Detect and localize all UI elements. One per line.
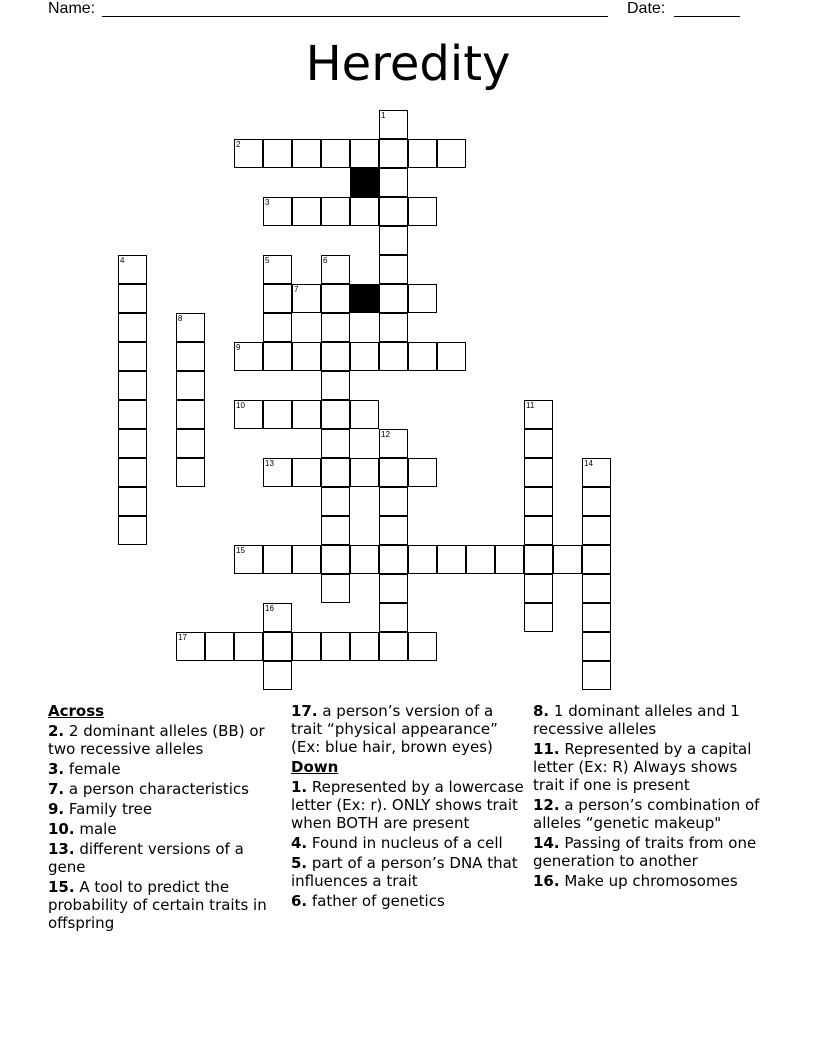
cell-number: 15 xyxy=(236,546,245,555)
crossword-cell[interactable] xyxy=(176,429,205,458)
crossword-cell[interactable] xyxy=(321,487,350,516)
crossword-cell[interactable] xyxy=(350,632,379,661)
crossword-cell[interactable] xyxy=(263,661,292,690)
clue-item xyxy=(48,780,278,798)
clue-text: different versions of a gene xyxy=(48,840,244,876)
crossword-cell[interactable] xyxy=(321,632,350,661)
crossword-cell[interactable] xyxy=(321,371,350,400)
crossword-cell[interactable] xyxy=(408,342,437,371)
name-label: Name: xyxy=(48,0,96,17)
clue-text: Make up chromosomes xyxy=(559,872,738,890)
clue-text: Family tree xyxy=(64,800,153,818)
clue-item xyxy=(291,702,526,756)
crossword-cell[interactable] xyxy=(263,545,292,574)
clue-number: 11. xyxy=(533,740,560,758)
crossword-cell[interactable] xyxy=(292,545,321,574)
crossword-cell[interactable] xyxy=(176,371,205,400)
down-heading: Down xyxy=(291,758,339,776)
crossword-cell[interactable] xyxy=(379,545,408,574)
clue-number: 9. xyxy=(48,800,65,818)
clue-item xyxy=(48,840,278,876)
crossword-cell[interactable] xyxy=(321,342,350,371)
clue-number: 13. xyxy=(48,840,75,858)
crossword-cell[interactable] xyxy=(495,545,524,574)
crossword-cell[interactable] xyxy=(379,458,408,487)
clue-text: female xyxy=(64,760,121,778)
crossword-cell[interactable] xyxy=(321,400,350,429)
cell-number: 12 xyxy=(381,430,390,439)
crossword-cell[interactable] xyxy=(118,429,147,458)
clue-text: Found in nucleus of a cell xyxy=(307,834,503,852)
crossword-cell[interactable] xyxy=(408,139,437,168)
crossword-cell[interactable] xyxy=(321,429,350,458)
crossword-cell[interactable] xyxy=(379,313,408,342)
clue-item xyxy=(48,878,278,932)
across-heading: Across xyxy=(48,702,105,720)
crossword-cell[interactable] xyxy=(379,139,408,168)
crossword-cell[interactable] xyxy=(524,458,553,487)
crossword-block xyxy=(350,284,379,313)
clue-item xyxy=(533,702,768,738)
crossword-cell[interactable] xyxy=(263,400,292,429)
crossword-cell[interactable] xyxy=(321,516,350,545)
cell-number: 8 xyxy=(178,314,183,323)
clue-text: father of genetics xyxy=(307,892,445,910)
crossword-cell[interactable] xyxy=(263,255,292,284)
clue-item xyxy=(48,820,278,838)
clue-number: 16. xyxy=(533,872,560,890)
clue-item xyxy=(48,800,278,818)
clue-item xyxy=(533,834,768,870)
crossword-cell[interactable] xyxy=(292,342,321,371)
crossword-cell[interactable] xyxy=(205,632,234,661)
crossword-cell[interactable] xyxy=(582,516,611,545)
cell-number: 13 xyxy=(265,459,274,468)
crossword-cell[interactable] xyxy=(379,168,408,197)
crossword-cell[interactable] xyxy=(437,545,466,574)
crossword-cell[interactable] xyxy=(118,313,147,342)
cell-number: 5 xyxy=(265,256,270,265)
clue-item xyxy=(533,796,768,832)
crossword-cell[interactable] xyxy=(379,429,408,458)
clue-text: a person characteristics xyxy=(64,780,249,798)
crossword-cell[interactable] xyxy=(118,255,147,284)
cell-number: 1 xyxy=(381,111,386,120)
cell-number: 10 xyxy=(236,401,245,410)
cell-number: 2 xyxy=(236,140,241,149)
crossword-cell[interactable] xyxy=(524,603,553,632)
crossword-cell[interactable] xyxy=(263,632,292,661)
crossword-cell[interactable] xyxy=(292,458,321,487)
clue-text: Represented by a lowercase letter (Ex: r). ONLY shows trait when BOTH are present xyxy=(291,778,524,832)
crossword-cell[interactable] xyxy=(292,284,321,313)
crossword-cell[interactable] xyxy=(379,516,408,545)
clue-number: 14. xyxy=(533,834,560,852)
crossword-cell[interactable] xyxy=(176,632,205,661)
cell-number: 16 xyxy=(265,604,274,613)
crossword-cell[interactable] xyxy=(350,139,379,168)
clue-text: 1 dominant alleles and 1 recessive alleles xyxy=(533,702,740,738)
clue-number: 12. xyxy=(533,796,560,814)
clue-number: 3. xyxy=(48,760,65,778)
crossword-cell[interactable] xyxy=(263,139,292,168)
clue-number: 4. xyxy=(291,834,308,852)
crossword-cell[interactable] xyxy=(437,139,466,168)
clue-item xyxy=(533,872,768,890)
crossword-cell[interactable] xyxy=(524,516,553,545)
clue-number: 10. xyxy=(48,820,75,838)
clue-number: 8. xyxy=(533,702,550,720)
crossword-cell[interactable] xyxy=(176,458,205,487)
clue-text: 2 dominant alleles (BB) or two recessive alleles xyxy=(48,722,265,758)
clues-column-2 xyxy=(291,702,526,912)
crossword-cell[interactable] xyxy=(263,197,292,226)
cell-number: 11 xyxy=(526,401,535,410)
cell-number: 3 xyxy=(265,198,270,207)
crossword-cell[interactable] xyxy=(321,545,350,574)
crossword-cell[interactable] xyxy=(292,632,321,661)
crossword-cell[interactable] xyxy=(379,632,408,661)
crossword-block xyxy=(350,168,379,197)
clue-item xyxy=(291,854,526,890)
crossword-cell[interactable] xyxy=(263,284,292,313)
crossword-cell[interactable] xyxy=(408,458,437,487)
clue-number: 17. xyxy=(291,702,318,720)
crossword-cell[interactable] xyxy=(118,400,147,429)
clues-column-3 xyxy=(533,702,768,892)
crossword-cell[interactable] xyxy=(379,226,408,255)
crossword-cell[interactable] xyxy=(408,632,437,661)
crossword-cell[interactable] xyxy=(321,458,350,487)
crossword-cell[interactable] xyxy=(350,545,379,574)
date-label: Date: xyxy=(627,0,666,17)
clue-number: 1. xyxy=(291,778,308,796)
clue-item xyxy=(48,722,278,758)
crossword-cell[interactable] xyxy=(118,516,147,545)
cell-number: 4 xyxy=(120,256,125,265)
clue-item xyxy=(48,760,278,778)
crossword-cell[interactable] xyxy=(582,574,611,603)
clue-item xyxy=(533,740,768,794)
crossword-cell[interactable] xyxy=(263,603,292,632)
crossword-cell[interactable] xyxy=(118,487,147,516)
crossword-cell[interactable] xyxy=(234,139,263,168)
clue-number: 7. xyxy=(48,780,65,798)
crossword-cell[interactable] xyxy=(292,197,321,226)
crossword-cell[interactable] xyxy=(379,487,408,516)
clue-item xyxy=(291,834,526,852)
clue-text: Represented by a capital letter (Ex: R) Always shows trait if one is present xyxy=(533,740,752,794)
crossword-cell[interactable] xyxy=(321,139,350,168)
crossword-cell[interactable] xyxy=(118,458,147,487)
cell-number: 6 xyxy=(323,256,328,265)
clue-text: A tool to predict the probability of certain traits in offspring xyxy=(48,878,267,932)
cell-number: 7 xyxy=(294,285,299,294)
crossword-cell[interactable] xyxy=(466,545,495,574)
crossword-cell[interactable] xyxy=(234,400,263,429)
crossword-cell[interactable] xyxy=(350,197,379,226)
clue-number: 15. xyxy=(48,878,75,896)
crossword-cell[interactable] xyxy=(118,284,147,313)
crossword-cell[interactable] xyxy=(582,458,611,487)
crossword-cell[interactable] xyxy=(292,400,321,429)
crossword-cell[interactable] xyxy=(582,632,611,661)
cell-number: 9 xyxy=(236,343,241,352)
cell-number: 17 xyxy=(178,633,187,642)
crossword-cell[interactable] xyxy=(379,603,408,632)
crossword-cell[interactable] xyxy=(408,545,437,574)
crossword-cell[interactable] xyxy=(234,632,263,661)
clue-text: a person’s version of a trait “physical appearance” (Ex: blue hair, brown eyes) xyxy=(291,702,498,756)
crossword-cell[interactable] xyxy=(379,574,408,603)
clues-column-1 xyxy=(48,702,278,934)
crossword-cell[interactable] xyxy=(582,603,611,632)
crossword-cell[interactable] xyxy=(321,574,350,603)
crossword-cell[interactable] xyxy=(321,255,350,284)
crossword-cell[interactable] xyxy=(350,458,379,487)
clue-number: 5. xyxy=(291,854,308,872)
crossword-cell[interactable] xyxy=(524,400,553,429)
crossword-cell[interactable] xyxy=(263,313,292,342)
crossword-cell[interactable] xyxy=(379,342,408,371)
crossword-cell[interactable] xyxy=(118,342,147,371)
cell-number: 14 xyxy=(584,459,593,468)
crossword-cell[interactable] xyxy=(379,255,408,284)
crossword-cell[interactable] xyxy=(176,313,205,342)
crossword-cell[interactable] xyxy=(350,400,379,429)
crossword-cell[interactable] xyxy=(234,342,263,371)
crossword-cell[interactable] xyxy=(379,197,408,226)
crossword-cell[interactable] xyxy=(408,284,437,313)
crossword-cell[interactable] xyxy=(582,661,611,690)
crossword-cell[interactable] xyxy=(321,284,350,313)
crossword-cell[interactable] xyxy=(524,574,553,603)
clue-item xyxy=(291,778,526,832)
crossword-cell[interactable] xyxy=(263,342,292,371)
crossword-cell[interactable] xyxy=(321,197,350,226)
crossword-cell[interactable] xyxy=(176,400,205,429)
clue-text: male xyxy=(74,820,117,838)
crossword-cell[interactable] xyxy=(263,458,292,487)
crossword-cell[interactable] xyxy=(582,545,611,574)
crossword-cell[interactable] xyxy=(408,197,437,226)
crossword-cell[interactable] xyxy=(553,545,582,574)
crossword-cell[interactable] xyxy=(582,487,611,516)
crossword-cell[interactable] xyxy=(118,371,147,400)
crossword-cell[interactable] xyxy=(234,545,263,574)
crossword-cell[interactable] xyxy=(292,139,321,168)
clue-number: 6. xyxy=(291,892,308,910)
page-title: Heredity xyxy=(305,36,511,92)
crossword-cell[interactable] xyxy=(379,284,408,313)
crossword-cell[interactable] xyxy=(437,342,466,371)
crossword-cell[interactable] xyxy=(524,545,553,574)
clue-number: 2. xyxy=(48,722,65,740)
crossword-cell[interactable] xyxy=(350,342,379,371)
crossword-cell[interactable] xyxy=(524,429,553,458)
crossword-cell[interactable] xyxy=(379,110,408,139)
clue-text: part of a person’s DNA that influences a trait xyxy=(291,854,518,890)
crossword-cell[interactable] xyxy=(524,487,553,516)
clue-text: a person’s combination of alleles “genetic makeup" xyxy=(533,796,760,832)
clue-item xyxy=(291,892,526,910)
clue-text: Passing of traits from one generation to another xyxy=(533,834,757,870)
crossword-cell[interactable] xyxy=(176,342,205,371)
crossword-cell[interactable] xyxy=(321,313,350,342)
